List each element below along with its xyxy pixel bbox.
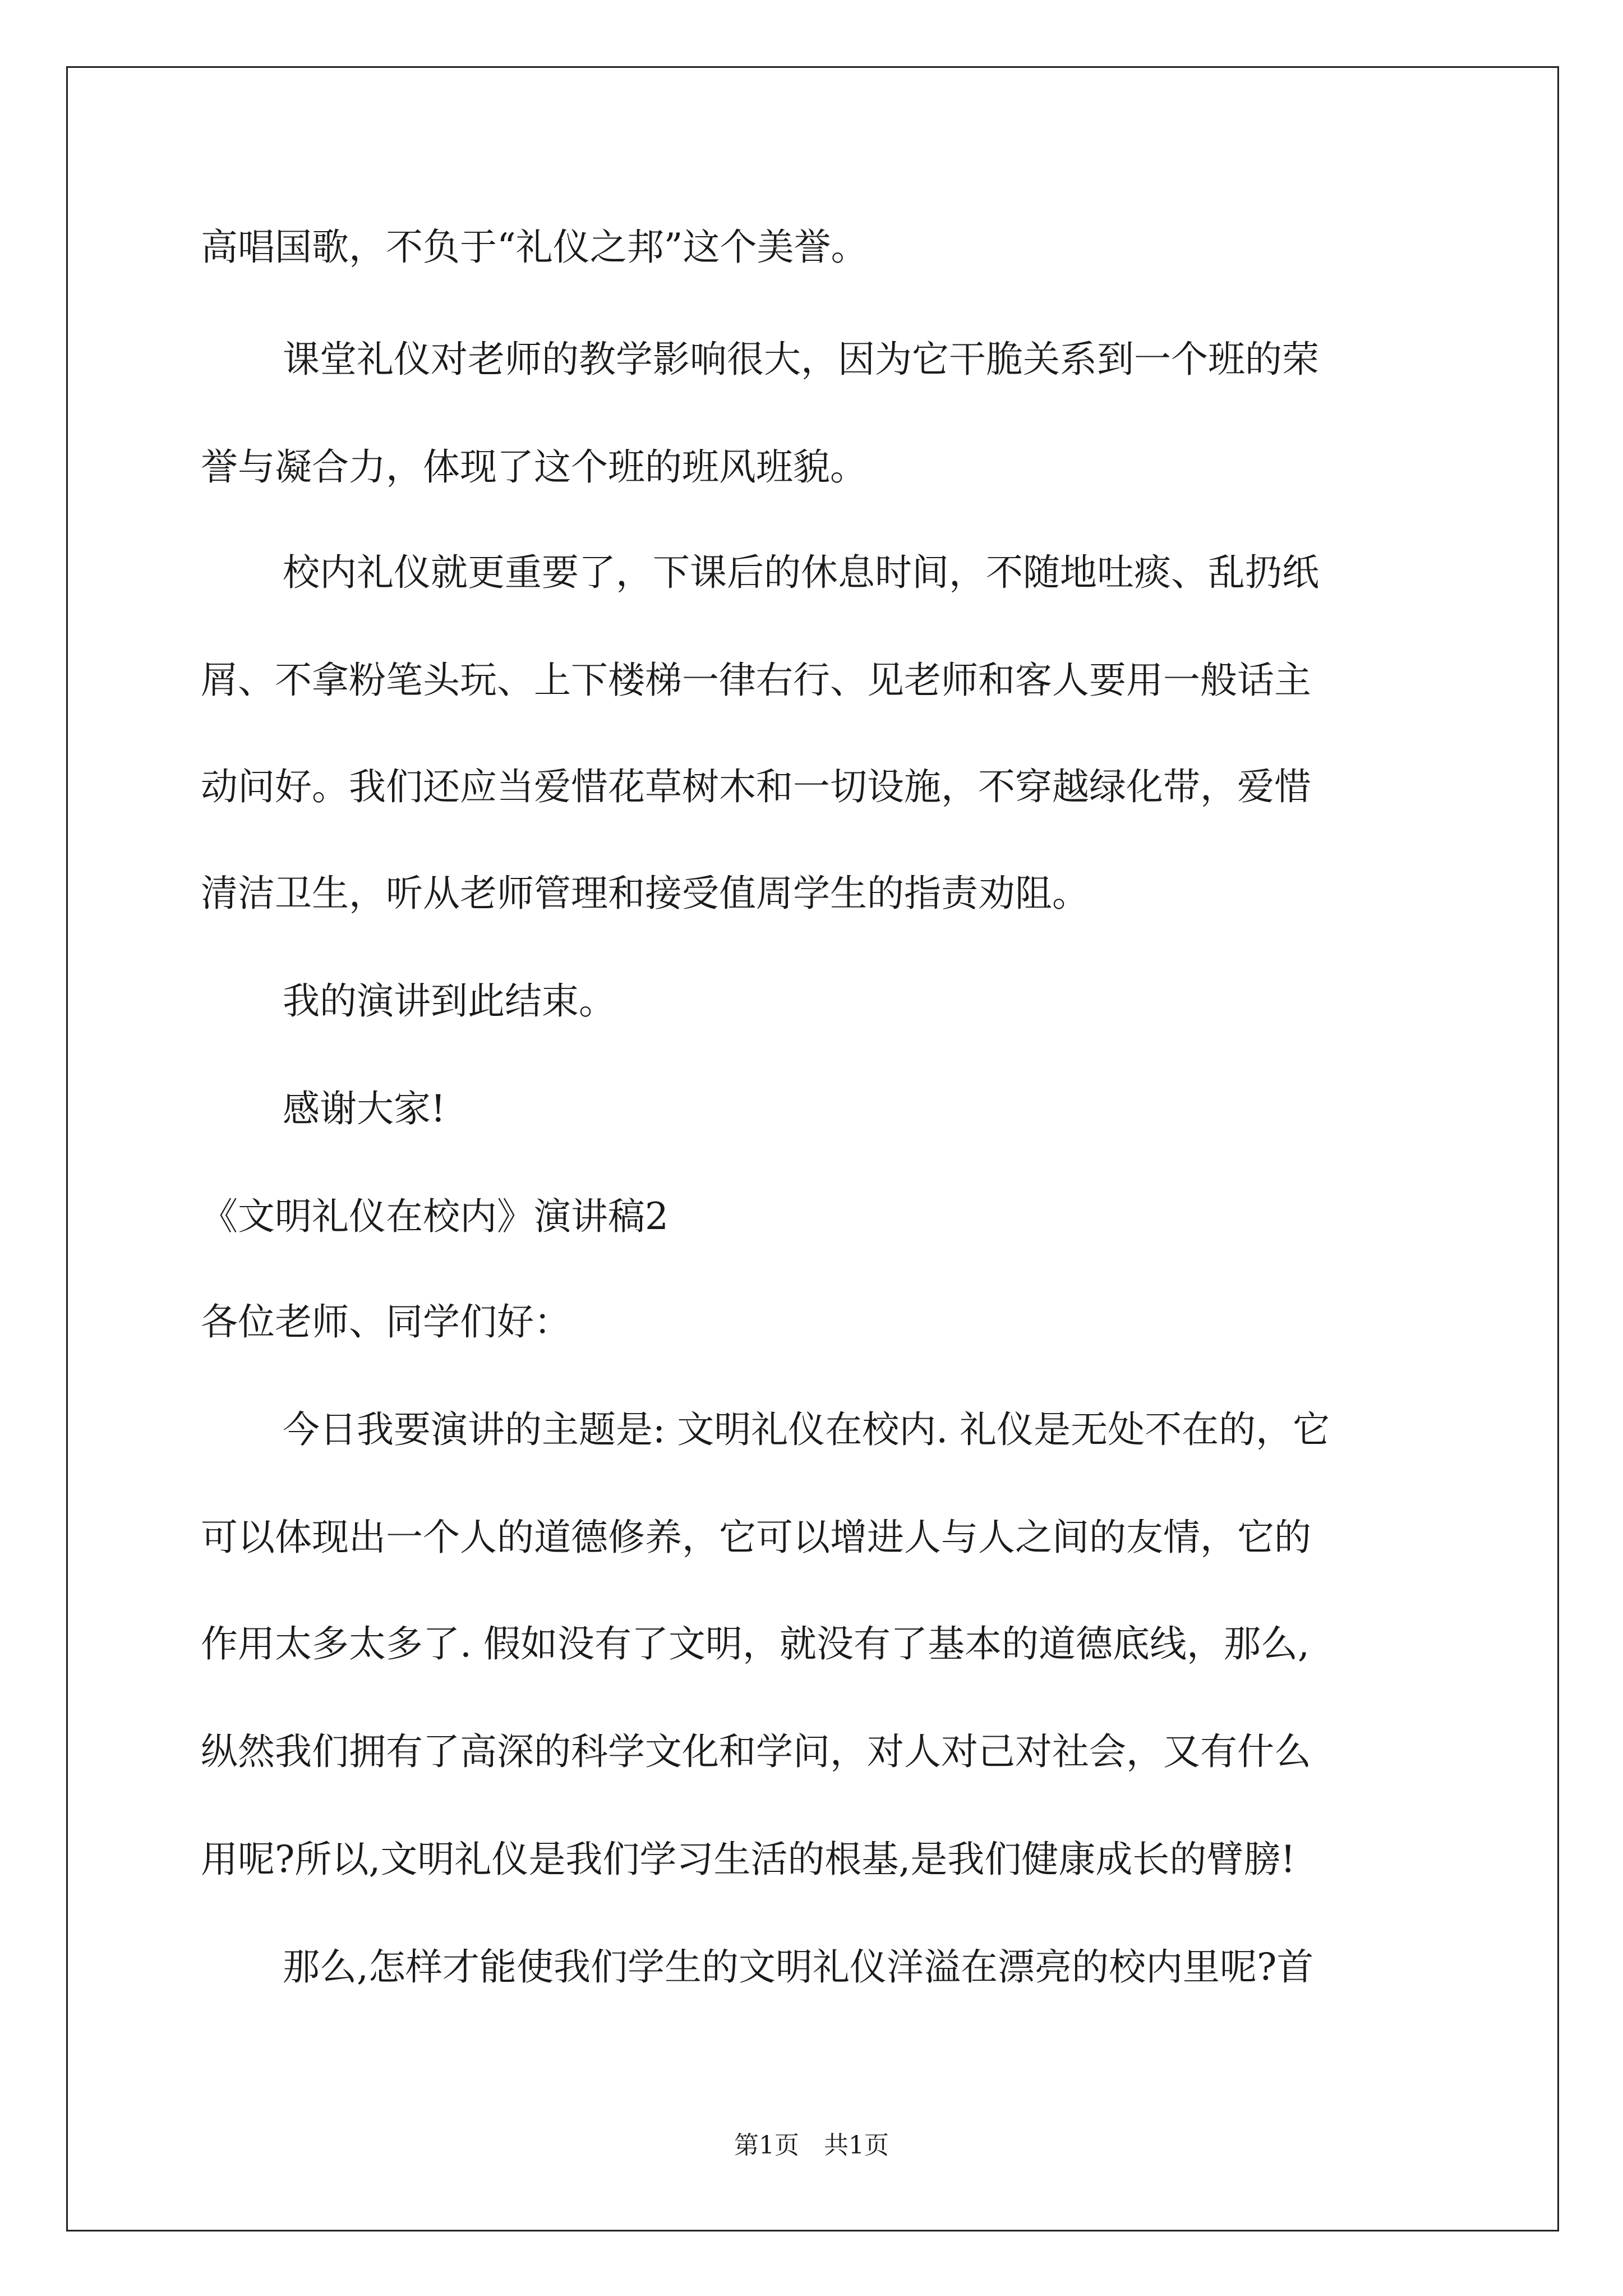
page-number: 第1页 共1页 — [734, 2131, 889, 2160]
paragraph-line: 感谢大家! — [283, 1087, 446, 1130]
paragraph-line: 清洁卫生，听从老师管理和接受值周学生的指责劝阻。 — [201, 872, 1089, 915]
section-title: 《文明礼仪在校内》演讲稿2 — [201, 1195, 668, 1238]
greeting-line: 各位老师、同学们好： — [201, 1300, 571, 1343]
paragraph-line: 誉与凝合力，体现了这个班的班风班貌。 — [201, 445, 867, 489]
paragraph-line: 课堂礼仪对老师的教学影响很大，因为它干脆关系到一个班的荣 — [283, 338, 1319, 381]
paragraph-line: 屑、不拿粉笔头玩、上下楼梯一律右行、见老师和客人要用一般话主 — [201, 659, 1311, 702]
paragraph-line: 动问好。我们还应当爱惜花草树木和一切设施，不穿越绿化带，爱惜 — [201, 765, 1311, 808]
paragraph-line: 那么,怎样才能使我们学生的文明礼仪洋溢在漂亮的校内里呢?首 — [283, 1945, 1314, 1989]
page-border — [66, 66, 1559, 2231]
paragraph-line: 用呢?所以,文明礼仪是我们学习生活的根基,是我们健康成长的臂膀! — [201, 1838, 1295, 1881]
paragraph-line: 作用太多太多了. 假如没有了文明，就没有了基本的道德底线，那么, — [201, 1622, 1310, 1665]
paragraph-line: 高唱国歌，不负于“礼仪之邦”这个美誉。 — [201, 226, 868, 269]
paragraph-line: 可以体现出一个人的道德修养，它可以增进人与人之间的友情，它的 — [201, 1516, 1311, 1559]
paragraph-line: 今日我要演讲的主题是: 文明礼仪在校内. 礼仪是无处不在的，它 — [283, 1408, 1330, 1451]
paragraph-line: 校内礼仪就更重要了，下课后的休息时间，不随地吐痰、乱扔纸 — [283, 551, 1319, 594]
paragraph-line: 我的演讲到此结束。 — [283, 979, 616, 1023]
paragraph-line: 纵然我们拥有了高深的科学文化和学问，对人对己对社会，又有什么 — [201, 1730, 1311, 1773]
